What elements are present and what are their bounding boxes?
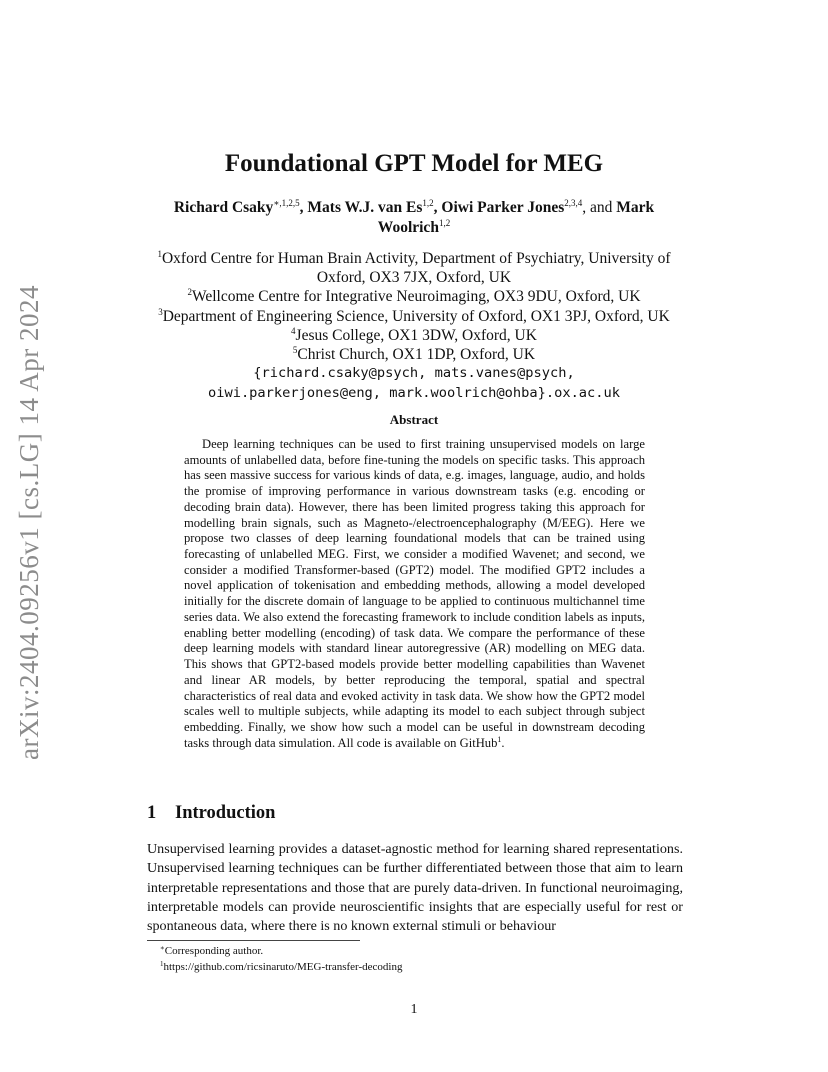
affiliation-number: 2 bbox=[187, 287, 192, 298]
affiliation-text: Oxford Centre for Human Brain Activity, Department of Psychiatry, University of Oxford, OX3 7JX, Oxford, UK bbox=[161, 250, 671, 287]
author-name: Oiwi Parker Jones bbox=[441, 199, 565, 216]
intro-paragraph: Unsupervised learning provides a dataset-agnostic method for learning shared representations. Unsupervised learning techniques can be further differentiated between those that aim to learn interpretable representations and those that are purely data-driven. In functional neuroimaging, interpretable models can provide neuroscientific insights that are especially useful for rest or spontaneous data, where there is no known external stimuli or behaviour bbox=[147, 841, 683, 935]
affiliation bbox=[140, 307, 688, 326]
footnote-link[interactable]: https://github.com/ricsinaruto/MEG-transfer-decoding bbox=[163, 960, 403, 973]
footnote bbox=[160, 960, 680, 976]
abstract-paragraph bbox=[184, 437, 645, 751]
footnote-text: Corresponding author. bbox=[164, 945, 264, 957]
abstract-heading: Abstract bbox=[389, 412, 439, 427]
page-number: 1 bbox=[410, 1002, 418, 1017]
affiliation bbox=[140, 249, 688, 287]
author-affil-marks: ∗,1,2,5 bbox=[273, 198, 300, 208]
author-affil-marks: 1,2 bbox=[438, 218, 451, 228]
abstract-body bbox=[184, 437, 645, 751]
author-affil-marks: 2,3,4 bbox=[564, 198, 583, 208]
footnote-mark: 1 bbox=[160, 959, 164, 968]
author-affil-marks: 1,2 bbox=[422, 198, 434, 208]
author-name: Mats W.J. van Es bbox=[307, 199, 423, 216]
arxiv-stamp: arXiv:2404.09256v1 [cs.LG] 14 Apr 2024 bbox=[14, 285, 44, 760]
footnotes bbox=[160, 944, 680, 975]
footnote-divider bbox=[147, 940, 360, 941]
abstract-text: Deep learning techniques can be used to first training unsupervised models on large amounts of unlabelled data, before fine-tuning the models on specific tasks. This approach has seen massive success for various kinds of data, e.g. images, language, audio, and holds the promise of improving performance in various downstream tasks (e.g. encoding or decoding brain data). However, there has been limited progress taking this approach for modelling brain signals, such as Magneto-/electroencephalography (M/EEG). Here we propose two classes of deep learning foundational models that can be trained using forecasting of unlabelled MEG. First, we consider a modified Wavenet; and second, we consider a modified Transformer-based (GPT2) model. The modified GPT2 includes a novel application of tokenisation and embedding methods, allowing a model developed initially for the discrete domain of language to be applied to continuous multichannel time series data. We also extend the forecasting framework to include condition labels as inputs, enabling better modelling (encoding) of task data. We compare the performance of these deep learning models with standard linear autoregressive (AR) modelling on MEG data. This shows that GPT2-based models provide better modelling capabilities than Wavenet and linear AR models, by better reproducing the temporal, spatial and spectral characteristics of real data and evoked activity in task data. We show how the GPT2 model scales well to multiple subjects, while adapting its model to each subject through subject embedding. Finally, we show how such a model can be useful in downstream decoding tasks through data simulation. All code is available on GitHub bbox=[184, 437, 645, 750]
footnote-mark: ∗ bbox=[160, 944, 165, 952]
affiliation-number: 5 bbox=[292, 345, 298, 356]
affiliation-text: Wellcome Centre for Integrative Neuroimaging, OX3 9DU, Oxford, UK bbox=[191, 288, 641, 306]
email-line: oiwi.parkerjones@eng, mark.woolrich@ohba}.ox.ac.uk bbox=[207, 384, 621, 401]
author-name: Woolrich bbox=[377, 219, 439, 236]
affiliation bbox=[140, 326, 688, 345]
author-name: Mark bbox=[616, 199, 655, 216]
affiliation bbox=[140, 287, 688, 306]
affiliation-list bbox=[140, 249, 688, 364]
abstract-end: . bbox=[501, 735, 505, 750]
paper-title: Foundational GPT Model for MEG bbox=[224, 150, 604, 177]
affiliation-number: 1 bbox=[157, 249, 162, 259]
author-conjunction: , and bbox=[582, 199, 613, 216]
affiliation-text: Jesus College, OX1 3DW, Oxford, UK bbox=[295, 326, 537, 344]
intro-body bbox=[147, 840, 683, 936]
section-title: Introduction bbox=[175, 803, 276, 823]
footnote bbox=[160, 944, 680, 960]
affiliation-text: Department of Engineering Science, University of Oxford, OX1 3PJ, Oxford, UK bbox=[162, 307, 670, 325]
section-number: 1 bbox=[147, 803, 157, 823]
section-heading bbox=[147, 803, 275, 824]
affiliation-number: 4 bbox=[291, 325, 296, 336]
email-line: {richard.csaky@psych, mats.vanes@psych, bbox=[253, 365, 575, 381]
author-name: Richard Csaky bbox=[173, 199, 274, 216]
affiliation bbox=[140, 345, 688, 364]
affiliation-number: 3 bbox=[158, 306, 163, 317]
affiliation-text: Christ Church, OX1 1DP, Oxford, UK bbox=[297, 346, 536, 364]
author-list: Richard Csaky$^{∗,1,2,5}$, Mats W.J. van Es$^{1,2}$, Oiwi Parker Jones$^{2,3,4}$, and Mark Woolrich$^{1,2}$ bbox=[173, 198, 655, 236]
footnote-mark: 1 bbox=[497, 734, 502, 744]
author-emails bbox=[140, 364, 688, 403]
